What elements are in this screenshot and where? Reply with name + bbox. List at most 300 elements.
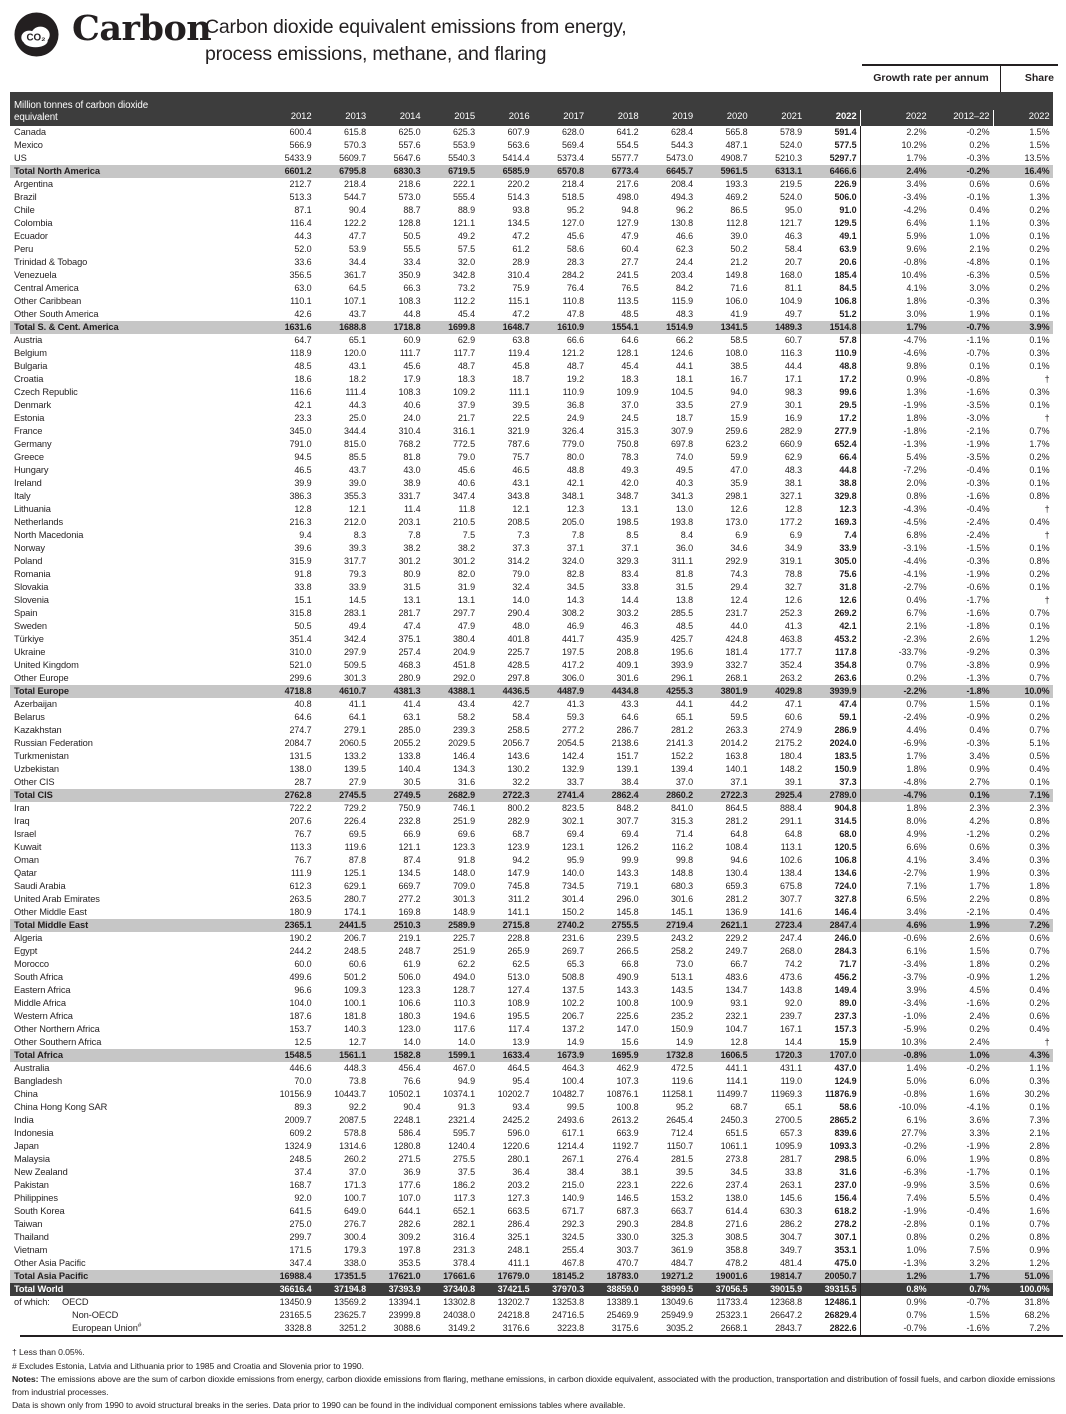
year-value: 3328.8 xyxy=(284,1323,312,1333)
year-value: 311.2 xyxy=(508,894,530,904)
year-value: 13394.1 xyxy=(388,1297,421,1307)
year-value: 193.3 xyxy=(725,179,748,189)
row-label: China xyxy=(14,1089,38,1099)
year-value: 24218.8 xyxy=(497,1310,530,1320)
growth-2012-22-value: 0.4% xyxy=(969,725,990,735)
year-value: 33.8 xyxy=(294,582,312,592)
year-value: 83.4 xyxy=(621,569,639,579)
year-value: 2175.2 xyxy=(775,738,802,748)
share-2022-value: 0.3% xyxy=(1029,842,1050,852)
year-value: 65.1 xyxy=(784,1102,802,1112)
year-value: 37.9 xyxy=(457,400,475,410)
year-value: 2865.2 xyxy=(829,1115,857,1125)
year-value: 99.8 xyxy=(675,855,693,865)
table-row xyxy=(10,295,1053,308)
year-value: 148.9 xyxy=(452,907,475,917)
year-value: 46.5 xyxy=(294,465,312,475)
year-value: 23.3 xyxy=(294,413,312,423)
year-value: 361.9 xyxy=(670,1245,693,1255)
year-value: 15.9 xyxy=(839,1037,857,1047)
year-value: 119.6 xyxy=(671,1076,693,1086)
year-value: 147.0 xyxy=(616,1024,639,1034)
year-value: 68.7 xyxy=(730,1102,748,1112)
year-header: 2012 xyxy=(290,111,312,122)
year-value: 79.3 xyxy=(348,569,366,579)
growth-2012-22-value: 3.4% xyxy=(969,855,990,865)
share-2022-value: 1.1% xyxy=(1029,1063,1050,1073)
growth-2012-22-value: 2.1% xyxy=(969,244,990,254)
year-value: 248.5 xyxy=(343,946,366,956)
year-value: 48.3 xyxy=(675,309,693,319)
table-row xyxy=(10,906,1053,919)
year-value: 428.5 xyxy=(507,660,530,670)
growth-2012-22-value: -0.3% xyxy=(966,738,990,748)
year-value: 75.6 xyxy=(839,569,857,579)
year-value: 317.7 xyxy=(343,556,366,566)
row-label: China Hong Kong SAR xyxy=(14,1102,108,1112)
year-value: 348.7 xyxy=(616,491,639,501)
row-label: Vietnam xyxy=(14,1245,48,1255)
share-2022-value: 0.7% xyxy=(1029,673,1050,683)
growth-2022-value: 0.8% xyxy=(860,1283,930,1296)
year-value: 23625.7 xyxy=(334,1310,366,1320)
year-value: 2425.2 xyxy=(502,1115,530,1125)
row-label: Belgium xyxy=(14,348,47,358)
year-value: 23999.8 xyxy=(388,1310,421,1320)
year-value: 117.3 xyxy=(453,1193,475,1203)
year-value: 1720.3 xyxy=(775,1050,802,1060)
year-value: 1324.9 xyxy=(284,1141,312,1151)
year-value: 64.8 xyxy=(784,829,802,839)
year-value: 38859.0 xyxy=(606,1284,639,1294)
year-value: 2054.5 xyxy=(557,738,584,748)
share-2022-value: 7.3% xyxy=(1029,1115,1050,1125)
row-label: Peru xyxy=(14,244,34,254)
row-label: Chile xyxy=(14,205,35,215)
year-value: 123.3 xyxy=(452,842,475,852)
year-value: 142.4 xyxy=(561,751,584,761)
year-value: 310.4 xyxy=(507,270,530,280)
year-value: 45.4 xyxy=(457,309,475,319)
year-value: 1192.7 xyxy=(612,1141,639,1151)
growth-2012-22-value: 0.1% xyxy=(969,790,990,800)
year-value: 4434.8 xyxy=(611,686,639,696)
share-2022-value: 0.2% xyxy=(1029,712,1050,722)
year-value: 553.9 xyxy=(452,140,475,150)
year-value: 15.6 xyxy=(621,1037,639,1047)
year-value: 1648.7 xyxy=(502,322,530,332)
year-value: 14.4 xyxy=(784,1037,802,1047)
year-value: 39.6 xyxy=(294,543,312,553)
year-value: 65.3 xyxy=(566,959,584,969)
year-value: 94.9 xyxy=(457,1076,475,1086)
share-2022-value: 0.3% xyxy=(1029,855,1050,865)
year-value: 82.8 xyxy=(566,569,584,579)
year-value: 37.0 xyxy=(348,1167,366,1177)
year-value: 138.0 xyxy=(725,1193,748,1203)
year-value: 864.5 xyxy=(725,803,748,813)
table-row xyxy=(10,685,1053,698)
share-2022-value: 1.2% xyxy=(1029,972,1050,982)
year-value: 779.0 xyxy=(561,439,584,449)
year-value: 1280.8 xyxy=(393,1141,421,1151)
growth-2012-22-value: 1.9% xyxy=(969,1154,990,1164)
year-value: 49.5 xyxy=(675,465,693,475)
year-value: 107.3 xyxy=(616,1076,639,1086)
row-label: Greece xyxy=(14,452,44,462)
growth-2012-22-value: 2.6% xyxy=(969,933,990,943)
year-value: 12.3 xyxy=(566,504,584,514)
year-value: 310.4 xyxy=(398,426,421,436)
year-value: 324.0 xyxy=(561,556,584,566)
year-value: 663.9 xyxy=(616,1128,639,1138)
row-label: Thailand xyxy=(14,1232,49,1242)
year-header: 2020 xyxy=(726,111,748,122)
year-value: 292.0 xyxy=(452,673,475,683)
year-value: 1606.5 xyxy=(720,1050,748,1060)
year-value: 47.1 xyxy=(784,699,802,709)
year-value: 49.7 xyxy=(784,309,802,319)
year-value: 92.2 xyxy=(348,1102,366,1112)
year-value: 43.1 xyxy=(512,478,530,488)
year-value: 280.1 xyxy=(507,1154,530,1164)
year-value: 51.2 xyxy=(839,309,857,319)
year-value: 6313.1 xyxy=(775,166,802,176)
share-2022-value: 0.4% xyxy=(1029,1193,1050,1203)
table-row xyxy=(10,568,1053,581)
year-value: 11876.9 xyxy=(825,1089,857,1099)
row-label: Israel xyxy=(14,829,37,839)
share-2022-value: 0.1% xyxy=(1029,335,1050,345)
year-value: 40.6 xyxy=(403,400,421,410)
share-2022-value: 0.6% xyxy=(1029,179,1050,189)
year-value: 150.9 xyxy=(670,1024,693,1034)
growth-2012-22-value: -0.2% xyxy=(966,166,990,176)
year-value: 183.5 xyxy=(834,751,857,761)
year-value: 136.9 xyxy=(725,907,748,917)
year-value: 6773.4 xyxy=(611,166,639,176)
year-value: 153.7 xyxy=(289,1024,312,1034)
year-value: 91.3 xyxy=(457,1102,475,1112)
year-value: 800.2 xyxy=(507,803,530,813)
emissions-table xyxy=(10,92,1053,1337)
growth-2022-value: -4.7% xyxy=(860,789,930,802)
year-value: 13049.6 xyxy=(661,1297,693,1307)
year-value: 99.9 xyxy=(621,855,639,865)
year-value: 596.0 xyxy=(507,1128,530,1138)
year-value: 641.5 xyxy=(289,1206,312,1216)
growth-2012-22-value: 1.8% xyxy=(969,959,990,969)
table-row xyxy=(10,165,1053,178)
row-label: Czech Republic xyxy=(14,387,78,397)
unit-label: Million tonnes of carbon dioxide equivalent xyxy=(14,100,149,123)
growth-2012-22-value: 0.1% xyxy=(969,1219,990,1229)
year-value: 13.1 xyxy=(621,504,639,514)
year-value: 45.6 xyxy=(457,465,475,475)
year-value: 2789.0 xyxy=(829,790,857,800)
year-value: 464.5 xyxy=(507,1063,530,1073)
year-value: 468.3 xyxy=(398,660,421,670)
row-label: Australia xyxy=(14,1063,50,1073)
year-value: 36616.4 xyxy=(279,1284,312,1294)
growth-2022-value: 6.0% xyxy=(860,1153,930,1166)
year-value: 98.3 xyxy=(784,387,802,397)
growth-2012-22-value: -0.4% xyxy=(966,465,990,475)
year-value: 111.4 xyxy=(345,387,366,397)
growth-2022-value: -4.1% xyxy=(860,568,930,581)
year-value: 46.3 xyxy=(784,231,802,241)
growth-2022-value: -4.7% xyxy=(860,334,930,347)
year-value: 27.9 xyxy=(348,777,366,787)
year-value: 274.9 xyxy=(779,725,802,735)
year-value: 68.0 xyxy=(839,829,857,839)
year-value: 278.2 xyxy=(834,1219,857,1229)
year-value: 95.4 xyxy=(512,1076,530,1086)
year-value: 76.7 xyxy=(294,855,312,865)
growth-2012-22-value: -0.8% xyxy=(966,374,990,384)
year-value: 123.3 xyxy=(398,985,421,995)
year-value: 524.0 xyxy=(779,140,802,150)
table-row xyxy=(10,503,1053,516)
growth-2022-value: 5.9% xyxy=(860,230,930,243)
year-value: 2700.5 xyxy=(775,1115,802,1125)
year-value: 46.3 xyxy=(621,621,639,631)
share-2022-value: 0.2% xyxy=(1029,959,1050,969)
year-value: 301.3 xyxy=(343,673,366,683)
table-row xyxy=(10,1153,1053,1166)
year-value: 5540.3 xyxy=(448,153,475,163)
year-value: 24.4 xyxy=(675,257,693,267)
year-value: 12.7 xyxy=(348,1037,366,1047)
year-value: 143.3 xyxy=(616,985,639,995)
year-value: 1561.1 xyxy=(339,1050,366,1060)
growth-2022-value: 0.7% xyxy=(860,1309,930,1322)
year-value: 14.9 xyxy=(675,1037,693,1047)
year-value: 93.4 xyxy=(512,1102,530,1112)
growth-2022-value: 4.1% xyxy=(860,854,930,867)
year-value: 297.7 xyxy=(452,608,475,618)
row-label: Canada xyxy=(14,127,46,137)
year-value: 10482.7 xyxy=(552,1089,584,1099)
table-row xyxy=(10,321,1053,334)
growth-2022-value: -2.7% xyxy=(860,581,930,594)
year-value: 100.9 xyxy=(670,998,693,1008)
year-value: 1718.8 xyxy=(393,322,421,332)
year-value: 279.1 xyxy=(343,725,366,735)
year-value: 300.4 xyxy=(343,1232,366,1242)
year-value: 111.9 xyxy=(290,868,312,878)
year-value: 41.9 xyxy=(730,309,748,319)
growth-2012-22-value: -1.7% xyxy=(966,1167,990,1177)
year-value: 18.3 xyxy=(457,374,475,384)
year-value: 181.8 xyxy=(343,1011,366,1021)
year-value: 285.5 xyxy=(670,608,693,618)
year-value: 9.4 xyxy=(299,530,312,540)
year-value: 48.5 xyxy=(675,621,693,631)
growth-2022-value: -6.3% xyxy=(860,1166,930,1179)
year-value: 36.9 xyxy=(403,1167,421,1177)
year-value: 139.5 xyxy=(343,764,366,774)
year-value: 76.7 xyxy=(294,829,312,839)
year-value: 1610.9 xyxy=(557,322,584,332)
year-value: 44.8 xyxy=(839,465,857,475)
table-row xyxy=(10,711,1053,724)
growth-2012-22-value: -2.4% xyxy=(966,530,990,540)
year-value: 524.0 xyxy=(779,192,802,202)
year-value: 3149.2 xyxy=(448,1323,475,1333)
year-value: 5297.7 xyxy=(829,153,857,163)
year-value: 13.1 xyxy=(403,595,421,605)
year-value: 37.1 xyxy=(621,543,639,553)
year-value: 123.9 xyxy=(507,842,530,852)
year-value: 1220.6 xyxy=(502,1141,530,1151)
year-value: 356.5 xyxy=(289,270,312,280)
year-value: 248.5 xyxy=(289,1154,312,1164)
year-value: 327.1 xyxy=(779,491,802,501)
year-value: 38.8 xyxy=(839,478,857,488)
row-label: Other Northern Africa xyxy=(14,1024,100,1034)
year-value: 630.3 xyxy=(779,1206,802,1216)
growth-2022-value: 0.4% xyxy=(860,594,930,607)
year-value: 39.3 xyxy=(348,543,366,553)
growth-2012-22-value: -2.1% xyxy=(966,907,990,917)
year-value: 187.6 xyxy=(289,1011,312,1021)
year-value: 644.1 xyxy=(398,1206,421,1216)
year-value: 469.2 xyxy=(725,192,748,202)
table-row xyxy=(10,984,1053,997)
growth-2012-22-value: 0.4% xyxy=(969,205,990,215)
year-value: 112.8 xyxy=(726,218,748,228)
year-value: 271.5 xyxy=(398,1154,421,1164)
year-value: 487.1 xyxy=(725,140,748,150)
year-value: 470.7 xyxy=(616,1258,639,1268)
year-value: 17.2 xyxy=(839,413,857,423)
year-value: 33.7 xyxy=(566,777,584,787)
row-label: US xyxy=(14,153,27,163)
growth-2022-value: -3.4% xyxy=(860,191,930,204)
year-value: 17.9 xyxy=(403,374,421,384)
year-value: 623.2 xyxy=(725,439,748,449)
growth-2022-value: -0.7% xyxy=(860,1322,930,1335)
year-value: 1631.6 xyxy=(284,322,312,332)
row-label: Iran xyxy=(14,803,30,813)
growth-2022-value: 1.4% xyxy=(860,1062,930,1075)
year-value: 277.2 xyxy=(398,894,421,904)
year-value: 5433.9 xyxy=(284,153,312,163)
growth-2022-value: -1.0% xyxy=(860,1010,930,1023)
year-value: 111.7 xyxy=(399,348,421,358)
year-value: 263.3 xyxy=(725,725,748,735)
table-row xyxy=(10,789,1053,802)
year-value: 39.1 xyxy=(784,777,802,787)
growth-2022-value: 1.7% xyxy=(860,321,930,334)
year-value: 263.5 xyxy=(289,894,312,904)
table-row xyxy=(10,451,1053,464)
table-row xyxy=(10,516,1053,529)
year-value: 248.1 xyxy=(507,1245,530,1255)
year-value: 490.9 xyxy=(616,972,639,982)
growth-2022-value: 3.4% xyxy=(860,178,930,191)
year-value: 106.8 xyxy=(834,855,857,865)
year-value: 138.4 xyxy=(779,868,802,878)
year-value: 140.4 xyxy=(398,764,421,774)
year-value: 17621.0 xyxy=(388,1271,421,1281)
row-label: Argentina xyxy=(14,179,53,189)
year-value: 306.0 xyxy=(561,673,584,683)
growth-2012-22-value: 1.5% xyxy=(969,946,990,956)
year-value: 244.2 xyxy=(289,946,312,956)
year-value: 150.2 xyxy=(561,907,584,917)
growth-2022-value: 4.9% xyxy=(860,828,930,841)
year-value: 64.6 xyxy=(621,335,639,345)
growth-2012-22-value: 1.5% xyxy=(969,699,990,709)
year-value: 96.2 xyxy=(675,205,693,215)
year-value: 494.3 xyxy=(670,192,693,202)
growth-2012-22-value: 1.7% xyxy=(969,1271,990,1281)
year-value: 484.7 xyxy=(670,1258,693,1268)
year-value: 116.6 xyxy=(290,387,312,397)
table-row xyxy=(10,1127,1053,1140)
year-header: 2022 xyxy=(835,111,857,122)
year-value: 78.3 xyxy=(621,452,639,462)
year-value: 308.2 xyxy=(561,608,584,618)
brand-title: Carbon xyxy=(72,8,212,49)
share-2022-value: 0.4% xyxy=(1029,517,1050,527)
year-value: 38.2 xyxy=(457,543,475,553)
year-value: 296.0 xyxy=(616,894,639,904)
growth-2012-22-value: 1.9% xyxy=(969,309,990,319)
year-value: 37.1 xyxy=(730,777,748,787)
year-value: 326.4 xyxy=(561,426,584,436)
year-value: 231.6 xyxy=(561,933,584,943)
year-value: 815.0 xyxy=(343,439,366,449)
year-value: 7.5 xyxy=(462,530,475,540)
year-value: 20050.7 xyxy=(824,1271,857,1281)
year-value: 38.9 xyxy=(403,478,421,488)
year-value: 96.6 xyxy=(294,985,312,995)
year-value: 229.2 xyxy=(725,933,748,943)
year-value: 44.1 xyxy=(675,361,693,371)
growth-2022-value: 3.0% xyxy=(860,308,930,321)
year-value: 296.1 xyxy=(670,673,693,683)
year-value: 301.4 xyxy=(561,894,584,904)
year-value: 218.4 xyxy=(561,179,584,189)
year-value: 48.5 xyxy=(294,361,312,371)
year-value: 12.8 xyxy=(784,504,802,514)
year-value: 104.0 xyxy=(289,998,312,1008)
year-value: 152.2 xyxy=(670,751,693,761)
year-value: 11.4 xyxy=(404,504,421,514)
growth-2022-value: 4.4% xyxy=(860,724,930,737)
year-value: 6570.8 xyxy=(557,166,584,176)
year-value: 49.3 xyxy=(621,465,639,475)
growth-2022-value: -4.8% xyxy=(860,776,930,789)
growth-2022-value: 7.4% xyxy=(860,1192,930,1205)
year-value: 58.2 xyxy=(457,712,475,722)
year-value: 57.8 xyxy=(839,335,857,345)
share-2022-value: 0.3% xyxy=(1029,1076,1050,1086)
row-label: Central America xyxy=(14,283,79,293)
year-value: 2621.1 xyxy=(720,920,748,930)
year-value: 12.3 xyxy=(839,504,857,514)
growth-2012-22-value: -1.9% xyxy=(966,439,990,449)
year-value: 481.4 xyxy=(779,1258,802,1268)
row-label: United Kingdom xyxy=(14,660,79,670)
year-value: 3175.6 xyxy=(611,1323,639,1333)
year-value: 193.8 xyxy=(670,517,693,527)
growth-2012-22-value: 1.1% xyxy=(969,218,990,228)
year-value: 239.7 xyxy=(779,1011,802,1021)
